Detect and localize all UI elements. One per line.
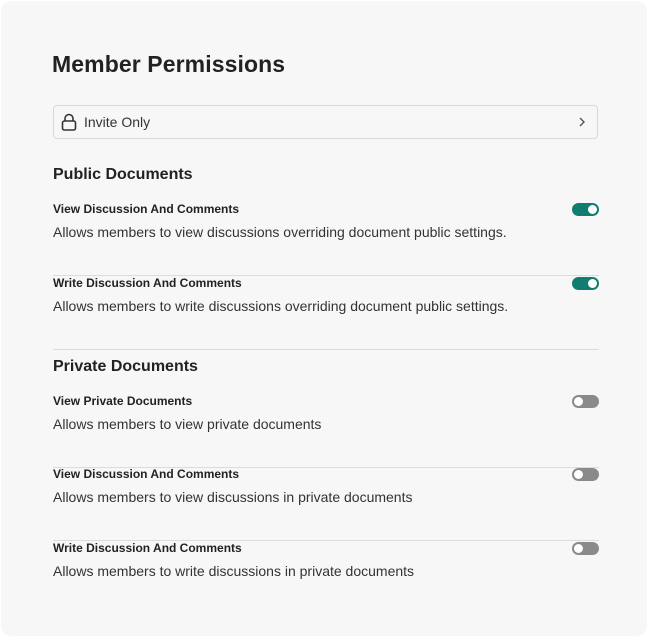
permission-description: Allows members to view discussions in private documents [53,489,413,505]
lock-icon [60,112,78,132]
access-level-select[interactable] [53,105,598,139]
permissions-card [1,1,647,636]
permission-row [53,202,599,276]
permission-description: Allows members to write discussions overriding document public settings. [53,298,509,314]
chevron-right-icon [577,115,587,129]
permission-row [53,467,599,541]
section-title-public-documents: Public Documents [53,166,193,183]
permission-name: Write Discussion And Comments [53,276,242,290]
permission-name: Write Discussion And Comments [53,541,242,555]
permission-description: Allows members to write discussions in private documents [53,563,415,579]
permission-toggle[interactable] [572,542,599,555]
permission-toggle[interactable] [572,203,599,216]
permission-row [53,394,599,468]
toggle-knob [588,205,597,214]
permission-toggle[interactable] [572,395,599,408]
permission-name: View Private Documents [53,394,193,408]
permission-toggle[interactable] [572,277,599,290]
permission-row [53,276,599,350]
section-title-private-documents: Private Documents [53,358,198,375]
toggle-knob [574,544,583,553]
toggle-knob [574,397,583,406]
access-level-label: Invite Only [84,114,151,130]
permission-name: View Discussion And Comments [53,467,240,481]
permission-toggle[interactable] [572,468,599,481]
toggle-knob [574,470,583,479]
toggle-knob [588,279,597,288]
page-title: Member Permissions [52,51,286,77]
permission-description: Allows members to view discussions overriding document public settings. [53,224,507,240]
permission-name: View Discussion And Comments [53,202,240,216]
permission-row [53,541,599,615]
permission-description: Allows members to view private documents [53,416,322,432]
